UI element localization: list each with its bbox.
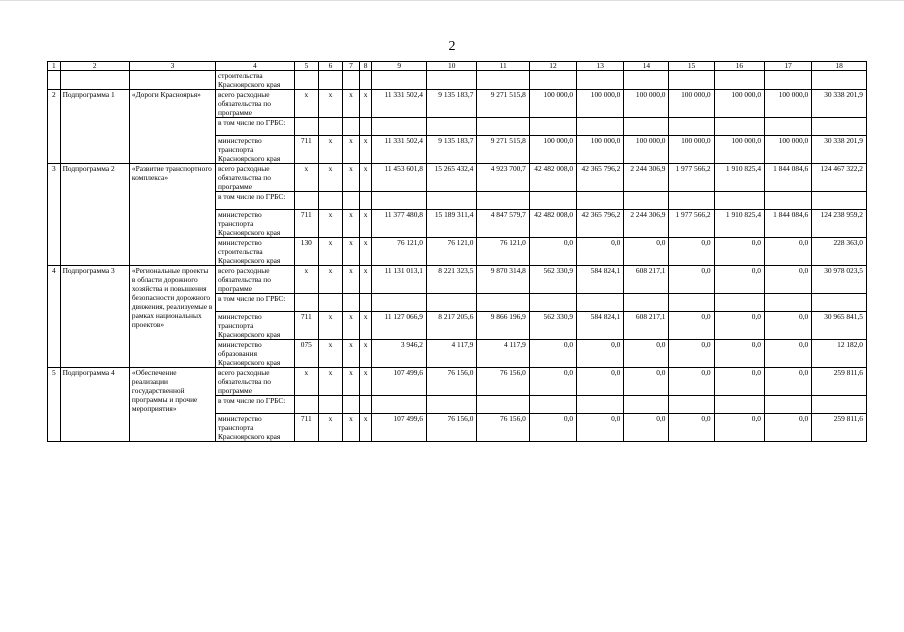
value-cell: 100 000,0 [577, 136, 624, 164]
code-cell: х [343, 136, 360, 164]
row-number: 3 [48, 164, 61, 266]
code-cell: х [359, 136, 372, 164]
code-cell: х [359, 164, 372, 192]
column-number: 16 [714, 62, 764, 71]
value-cell [427, 396, 477, 414]
value-cell: 0,0 [765, 340, 812, 368]
value-cell [577, 192, 624, 210]
code-cell: х [343, 210, 360, 238]
column-number: 1 [48, 62, 61, 71]
code-cell: х [359, 90, 372, 118]
code-cell: х [343, 368, 360, 396]
value-cell [529, 118, 576, 136]
code-cell: х [359, 266, 372, 294]
value-cell: 9 866 196,9 [477, 312, 529, 340]
column-number: 10 [427, 62, 477, 71]
column-number: 7 [343, 62, 360, 71]
value-cell: 562 330,9 [529, 312, 576, 340]
table-row [48, 90, 867, 118]
value-cell: 4 847 579,7 [477, 210, 529, 238]
subprogram-title: «Региональные проекты в области дорожного хозяйства и повышения безопасности дорожного движения, реализуемые в рамках национальных проектов» [129, 266, 215, 368]
code-cell: х [318, 340, 342, 368]
code-cell [343, 192, 360, 210]
value-cell [477, 294, 529, 312]
table-row [48, 164, 867, 192]
code-cell: х [318, 90, 342, 118]
value-cell: 562 330,9 [529, 266, 576, 294]
column-number: 6 [318, 62, 342, 71]
column-number-row [48, 62, 867, 71]
code-cell [343, 118, 360, 136]
grbs-label: в том числе по ГРБС: [215, 294, 294, 312]
value-cell [624, 192, 669, 210]
value-cell [714, 396, 764, 414]
code-cell [343, 396, 360, 414]
value-cell: 76 121,0 [372, 238, 427, 266]
value-cell: 0,0 [624, 368, 669, 396]
value-cell: 8 217 205,6 [427, 312, 477, 340]
code-cell: 711 [294, 210, 318, 238]
value-cell [427, 294, 477, 312]
code-cell [294, 294, 318, 312]
page-number: 2 [448, 39, 456, 54]
value-cell: 100 000,0 [669, 90, 714, 118]
value-cell: 0,0 [714, 340, 764, 368]
value-cell: 0,0 [577, 368, 624, 396]
value-cell [624, 294, 669, 312]
value-cell [477, 192, 529, 210]
code-cell [294, 118, 318, 136]
value-cell: 584 824,1 [577, 266, 624, 294]
value-cell: 9 870 314,8 [477, 266, 529, 294]
value-cell [669, 396, 714, 414]
value-cell [765, 118, 812, 136]
code-cell [359, 192, 372, 210]
value-cell: 11 131 013,1 [372, 266, 427, 294]
value-cell: 0,0 [529, 238, 576, 266]
subprogram-name: Подпрограмма 3 [60, 266, 129, 368]
code-cell [343, 294, 360, 312]
value-cell: 100 000,0 [765, 90, 812, 118]
page-top-edge [0, 0, 904, 1]
value-cell [765, 396, 812, 414]
value-cell: 4 117,9 [427, 340, 477, 368]
column-number: 12 [529, 62, 576, 71]
value-cell: 8 221 323,5 [427, 266, 477, 294]
subprogram-name: Подпрограмма 4 [60, 368, 129, 442]
value-cell: 1 977 566,2 [669, 164, 714, 192]
value-cell: 76 156,0 [477, 414, 529, 442]
value-cell: 584 824,1 [577, 312, 624, 340]
code-cell [318, 294, 342, 312]
row-number: 5 [48, 368, 61, 442]
value-cell: 0,0 [624, 414, 669, 442]
code-cell: 711 [294, 414, 318, 442]
value-cell: 1 977 566,2 [669, 210, 714, 238]
column-number: 8 [359, 62, 372, 71]
value-cell: 76 156,0 [427, 414, 477, 442]
code-cell [318, 396, 342, 414]
table-body [48, 62, 867, 442]
row-number: 4 [48, 266, 61, 368]
value-cell [372, 118, 427, 136]
grbs-label: министерство транспорта Красноярского края [215, 414, 294, 442]
code-cell: х [294, 90, 318, 118]
value-cell: 100 000,0 [669, 136, 714, 164]
value-cell: 11 331 502,4 [372, 136, 427, 164]
value-cell: 0,0 [577, 340, 624, 368]
total-value-cell [812, 118, 867, 136]
total-value-cell: 12 182,0 [812, 340, 867, 368]
value-cell: 0,0 [714, 312, 764, 340]
code-cell [359, 118, 372, 136]
column-number: 4 [215, 62, 294, 71]
code-cell: х [318, 414, 342, 442]
code-cell [359, 294, 372, 312]
value-cell: 2 244 306,9 [624, 210, 669, 238]
code-cell: х [359, 340, 372, 368]
column-number: 17 [765, 62, 812, 71]
code-cell: х [318, 238, 342, 266]
value-cell: 0,0 [577, 238, 624, 266]
value-cell [372, 192, 427, 210]
grbs-label: всего расходные обязательства по программе [215, 266, 294, 294]
value-cell [669, 294, 714, 312]
column-number: 9 [372, 62, 427, 71]
value-cell [427, 118, 477, 136]
value-cell: 2 244 306,9 [624, 164, 669, 192]
grbs-label: строительства Красноярского края [215, 71, 294, 90]
total-value-cell: 124 467 322,2 [812, 164, 867, 192]
column-number: 14 [624, 62, 669, 71]
column-number: 3 [129, 62, 215, 71]
code-cell: 130 [294, 238, 318, 266]
total-value-cell [812, 192, 867, 210]
value-cell: 11 331 502,4 [372, 90, 427, 118]
value-cell: 100 000,0 [714, 90, 764, 118]
subprogram-title: «Обеспечение реализации государственной программы и прочие мероприятия» [129, 368, 215, 442]
value-cell: 4 923 700,7 [477, 164, 529, 192]
value-cell: 42 482 008,0 [529, 210, 576, 238]
code-cell: х [318, 210, 342, 238]
grbs-label: министерство транспорта Красноярского края [215, 136, 294, 164]
subprogram-name: Подпрограмма 2 [60, 164, 129, 266]
total-value-cell: 30 965 841,5 [812, 312, 867, 340]
value-cell: 0,0 [624, 340, 669, 368]
total-value-cell [812, 294, 867, 312]
column-number: 18 [812, 62, 867, 71]
value-cell: 0,0 [765, 312, 812, 340]
column-number: 11 [477, 62, 529, 71]
value-cell [714, 192, 764, 210]
value-cell: 0,0 [714, 238, 764, 266]
value-cell: 11 453 601,8 [372, 164, 427, 192]
value-cell: 4 117,9 [477, 340, 529, 368]
value-cell: 0,0 [765, 238, 812, 266]
value-cell: 0,0 [669, 266, 714, 294]
code-cell: х [359, 238, 372, 266]
code-cell: 075 [294, 340, 318, 368]
value-cell: 15 265 432,4 [427, 164, 477, 192]
value-cell [624, 396, 669, 414]
value-cell: 100 000,0 [765, 136, 812, 164]
value-cell: 100 000,0 [529, 136, 576, 164]
code-cell: х [359, 312, 372, 340]
code-cell: х [318, 266, 342, 294]
value-cell [624, 118, 669, 136]
value-cell [577, 396, 624, 414]
value-cell: 0,0 [765, 266, 812, 294]
value-cell: 76 156,0 [427, 368, 477, 396]
total-value-cell [812, 396, 867, 414]
code-cell: х [343, 164, 360, 192]
code-cell: х [294, 266, 318, 294]
value-cell: 107 499,6 [372, 414, 427, 442]
value-cell: 9 135 183,7 [427, 90, 477, 118]
code-cell [359, 396, 372, 414]
column-number: 15 [669, 62, 714, 71]
value-cell [714, 294, 764, 312]
value-cell: 0,0 [529, 340, 576, 368]
code-cell: х [318, 312, 342, 340]
value-cell: 107 499,6 [372, 368, 427, 396]
value-cell: 100 000,0 [577, 90, 624, 118]
value-cell [669, 192, 714, 210]
value-cell [529, 192, 576, 210]
value-cell: 0,0 [714, 414, 764, 442]
code-cell: х [343, 238, 360, 266]
value-cell: 76 156,0 [477, 368, 529, 396]
value-cell [372, 396, 427, 414]
value-cell: 0,0 [714, 368, 764, 396]
value-cell: 0,0 [765, 414, 812, 442]
subprogram-name: Подпрограмма 1 [60, 90, 129, 164]
value-cell: 100 000,0 [529, 90, 576, 118]
code-cell: х [343, 414, 360, 442]
budget-table [47, 61, 867, 442]
total-value-cell: 30 338 201,9 [812, 90, 867, 118]
grbs-label: министерство образования Красноярского края [215, 340, 294, 368]
value-cell: 0,0 [577, 414, 624, 442]
value-cell [765, 294, 812, 312]
subprogram-title: «Развитие транспортного комплекса» [129, 164, 215, 266]
value-cell: 608 217,1 [624, 266, 669, 294]
total-value-cell: 30 978 023,5 [812, 266, 867, 294]
code-cell: х [318, 136, 342, 164]
table-row [48, 266, 867, 294]
value-cell [427, 192, 477, 210]
code-cell [318, 192, 342, 210]
value-cell: 1 844 084,6 [765, 210, 812, 238]
code-cell: х [318, 164, 342, 192]
value-cell: 0,0 [669, 238, 714, 266]
value-cell [529, 294, 576, 312]
value-cell: 100 000,0 [714, 136, 764, 164]
code-cell: х [318, 368, 342, 396]
value-cell: 9 271 515,8 [477, 90, 529, 118]
total-value-cell: 30 338 201,9 [812, 136, 867, 164]
code-cell: х [343, 266, 360, 294]
value-cell [714, 118, 764, 136]
value-cell: 0,0 [529, 414, 576, 442]
code-cell: х [343, 340, 360, 368]
value-cell: 608 217,1 [624, 312, 669, 340]
value-cell: 42 482 008,0 [529, 164, 576, 192]
grbs-label: всего расходные обязательства по программе [215, 368, 294, 396]
code-cell: х [359, 414, 372, 442]
value-cell [765, 192, 812, 210]
value-cell: 0,0 [669, 368, 714, 396]
value-cell: 9 135 183,7 [427, 136, 477, 164]
grbs-label: всего расходные обязательства по программе [215, 164, 294, 192]
value-cell: 15 189 311,4 [427, 210, 477, 238]
grbs-label: в том числе по ГРБС: [215, 396, 294, 414]
value-cell: 11 377 480,8 [372, 210, 427, 238]
grbs-label: в том числе по ГРБС: [215, 192, 294, 210]
column-number: 13 [577, 62, 624, 71]
grbs-label: министерство строительства Красноярского края [215, 238, 294, 266]
value-cell: 0,0 [669, 312, 714, 340]
value-cell: 3 946,2 [372, 340, 427, 368]
total-value-cell: 259 811,6 [812, 414, 867, 442]
value-cell [577, 294, 624, 312]
grbs-label: министерство транспорта Красноярского края [215, 312, 294, 340]
column-number: 5 [294, 62, 318, 71]
total-value-cell: 228 363,0 [812, 238, 867, 266]
value-cell: 9 271 515,8 [477, 136, 529, 164]
value-cell: 0,0 [669, 414, 714, 442]
value-cell: 0,0 [624, 238, 669, 266]
grbs-label: всего расходные обязательства по программе [215, 90, 294, 118]
total-value-cell: 124 238 959,2 [812, 210, 867, 238]
value-cell [477, 118, 529, 136]
value-cell [477, 396, 529, 414]
value-cell: 76 121,0 [477, 238, 529, 266]
value-cell: 0,0 [529, 368, 576, 396]
grbs-label: министерство транспорта Красноярского края [215, 210, 294, 238]
row-number: 2 [48, 90, 61, 164]
value-cell: 1 910 825,4 [714, 210, 764, 238]
column-number: 2 [60, 62, 129, 71]
value-cell: 11 127 066,9 [372, 312, 427, 340]
code-cell [294, 192, 318, 210]
value-cell: 0,0 [669, 340, 714, 368]
value-cell: 42 365 796,2 [577, 210, 624, 238]
value-cell: 76 121,0 [427, 238, 477, 266]
value-cell: 100 000,0 [624, 136, 669, 164]
continuation-row [48, 71, 867, 90]
code-cell: х [294, 164, 318, 192]
code-cell: х [343, 312, 360, 340]
value-cell: 1 910 825,4 [714, 164, 764, 192]
value-cell: 0,0 [714, 266, 764, 294]
table-row [48, 368, 867, 396]
code-cell: х [359, 368, 372, 396]
value-cell: 100 000,0 [624, 90, 669, 118]
total-value-cell: 259 811,6 [812, 368, 867, 396]
code-cell: 711 [294, 136, 318, 164]
code-cell: х [343, 90, 360, 118]
code-cell [294, 396, 318, 414]
grbs-label: в том числе по ГРБС: [215, 118, 294, 136]
value-cell: 42 365 796,2 [577, 164, 624, 192]
value-cell: 1 844 084,6 [765, 164, 812, 192]
value-cell [529, 396, 576, 414]
code-cell: х [294, 368, 318, 396]
value-cell [577, 118, 624, 136]
code-cell [318, 118, 342, 136]
code-cell: 711 [294, 312, 318, 340]
value-cell [669, 118, 714, 136]
subprogram-title: «Дороги Красноярья» [129, 90, 215, 164]
value-cell [372, 294, 427, 312]
value-cell: 0,0 [765, 368, 812, 396]
code-cell: х [359, 210, 372, 238]
